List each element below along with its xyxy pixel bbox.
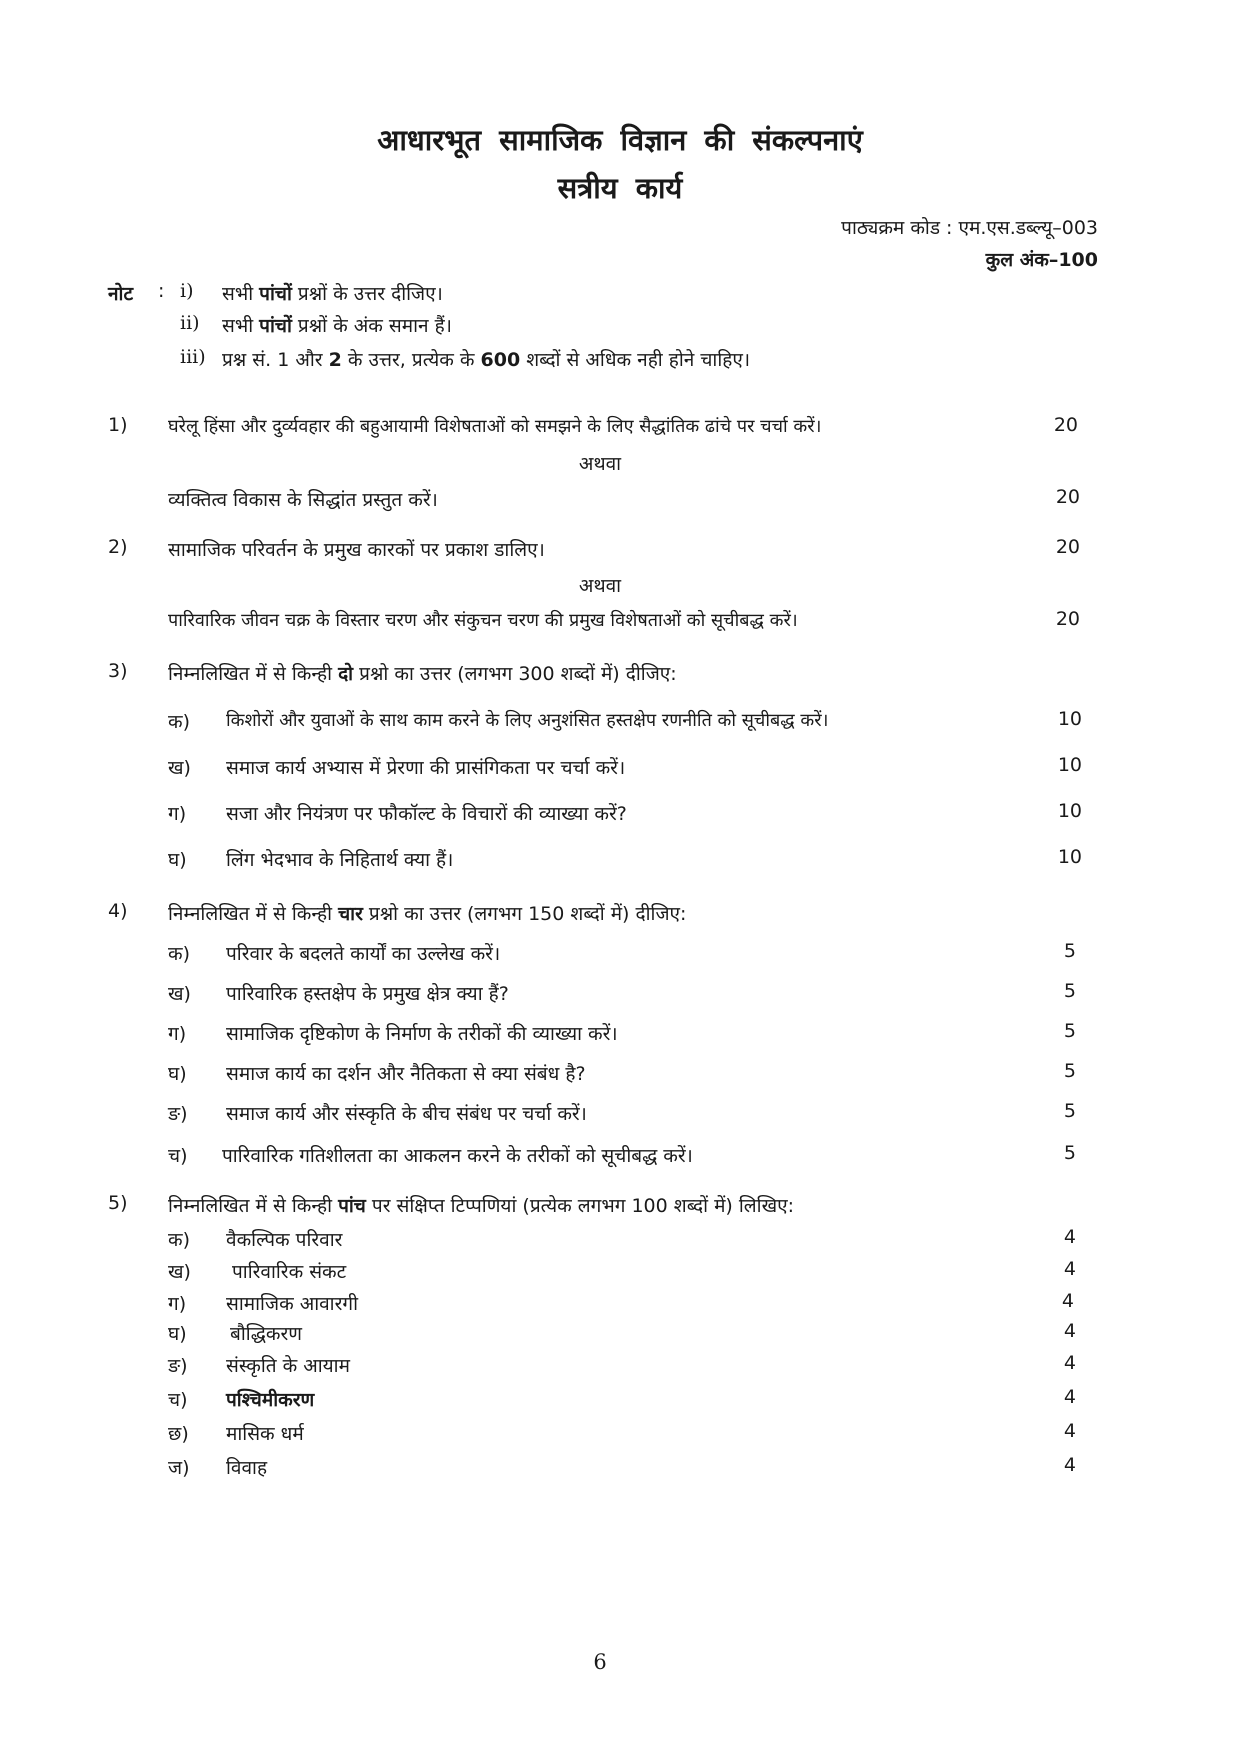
question-text: निम्नलिखित में से किन्ही दो प्रश्नो का उत्तर (लगभग 300 शब्दों में) दीजिए: xyxy=(168,663,677,685)
subquestion-marks: 5 xyxy=(1063,1100,1076,1122)
subquestion-marks: 5 xyxy=(1063,940,1076,962)
subquestion-label: ज) xyxy=(168,1457,190,1479)
subquestion-marks: 4 xyxy=(1063,1258,1076,1280)
question-text: पारिवारिक जीवन चक्र के विस्तार चरण और संकुचन चरण की प्रमुख विशेषताओं को सूचीबद्ध करें। xyxy=(168,610,798,631)
subquestion-text: वैकल्पिक परिवार xyxy=(226,1229,343,1251)
subquestion-text: किशोरों और युवाओं के साथ काम करने के लिए अनुशंसित हस्तक्षेप रणनीति को सूचीबद्ध करें। xyxy=(226,710,829,731)
question-number: 5) xyxy=(108,1192,128,1214)
subquestion-label: च) xyxy=(168,1145,188,1167)
page-number: 6 xyxy=(593,1650,607,1674)
subquestion-label: क) xyxy=(168,1229,191,1251)
subquestion-text: पश्चिमीकरण xyxy=(226,1389,315,1411)
subquestion-label: ख) xyxy=(168,1261,191,1283)
subquestion-label: ग) xyxy=(168,1293,187,1315)
subquestion-marks: 4 xyxy=(1063,1420,1076,1442)
note-item: सभी पांचों प्रश्नों के उत्तर दीजिए। xyxy=(222,283,443,305)
question-text: निम्नलिखित में से किन्ही पांच पर संक्षिप्त टिप्पणियां (प्रत्येक लगभग 100 शब्दों में) लिखिए: xyxy=(168,1195,795,1217)
subquestion-text: सामाजिक आवारगी xyxy=(226,1293,358,1315)
subquestion-label: ङ) xyxy=(168,1103,188,1125)
subquestion-marks: 5 xyxy=(1063,1060,1076,1082)
subquestion-label: घ) xyxy=(168,849,187,871)
subquestion-marks: 4 xyxy=(1061,1290,1074,1312)
subquestion-marks: 5 xyxy=(1063,1020,1076,1042)
subquestion-marks: 10 xyxy=(1057,800,1082,822)
subquestion-text: समाज कार्य का दर्शन और नैतिकता से क्या संबंध है? xyxy=(226,1063,586,1085)
subquestion-label: ग) xyxy=(168,803,187,825)
or-separator: अथवा xyxy=(578,575,622,597)
question-text: सामाजिक परिवर्तन के प्रमुख कारकों पर प्रकाश डालिए। xyxy=(168,539,545,561)
question-text: निम्नलिखित में से किन्ही चार प्रश्नो का उत्तर (लगभग 150 शब्दों में) दीजिए: xyxy=(168,903,687,925)
note-label: नोट xyxy=(108,283,134,305)
subquestion-text: परिवार के बदलते कार्यों का उल्लेख करें। xyxy=(226,943,501,965)
subquestion-text: समाज कार्य और संस्कृति के बीच संबंध पर चर्चा करें। xyxy=(226,1103,587,1125)
question-text: व्यक्तित्व विकास के सिद्धांत प्रस्तुत करें। xyxy=(168,489,438,511)
question-marks: 20 xyxy=(1055,486,1080,508)
subquestion-marks: 4 xyxy=(1063,1386,1076,1408)
course-code: पाठ्यक्रम कोड : एम.एस.डब्ल्यू–003 xyxy=(841,217,1098,239)
subquestion-marks: 10 xyxy=(1057,846,1082,868)
subquestion-label: ख) xyxy=(168,983,191,1005)
subquestion-text: विवाह xyxy=(226,1457,268,1479)
subquestion-text: संस्कृति के आयाम xyxy=(226,1355,350,1377)
question-text: घरेलू हिंसा और दुर्व्यवहार की बहुआयामी विशेषताओं को समझने के लिए सैद्धांतिक ढांचे पर चर्चा करें। xyxy=(168,416,822,437)
question-marks: 20 xyxy=(1053,414,1078,436)
subquestion-marks: 5 xyxy=(1063,1142,1076,1164)
note-item: प्रश्न सं. 1 और 2 के उत्तर, प्रत्येक के 600 शब्दों से अधिक नही होने चाहिए। xyxy=(222,349,751,371)
question-number: 1) xyxy=(108,414,128,436)
question-number: 3) xyxy=(108,660,128,682)
subquestion-label: च) xyxy=(168,1389,188,1411)
question-number: 2) xyxy=(108,536,128,558)
subquestion-text: मासिक धर्म xyxy=(226,1423,304,1445)
subquestion-text: पारिवारिक हस्तक्षेप के प्रमुख क्षेत्र क्या हैं? xyxy=(226,983,509,1005)
note-colon: : xyxy=(158,280,165,302)
subquestion-label: क) xyxy=(168,943,191,965)
note-roman: iii) xyxy=(180,346,206,368)
subquestion-marks: 4 xyxy=(1063,1454,1076,1476)
subquestion-marks: 10 xyxy=(1057,754,1082,776)
subquestion-text: बौद्धिकरण xyxy=(230,1323,302,1345)
subquestion-marks: 4 xyxy=(1063,1320,1076,1342)
subquestion-text: समाज कार्य अभ्यास में प्रेरणा की प्रासंगिकता पर चर्चा करें। xyxy=(226,757,626,779)
subquestion-marks: 10 xyxy=(1057,708,1082,730)
subquestion-label: घ) xyxy=(168,1063,187,1085)
note-roman: ii) xyxy=(180,312,200,334)
question-marks: 20 xyxy=(1055,536,1080,558)
note-item: सभी पांचों प्रश्नों के अंक समान हैं। xyxy=(222,315,452,337)
subquestion-label: छ) xyxy=(168,1423,189,1445)
document-subtitle: सत्रीय कार्य xyxy=(557,171,683,205)
subquestion-marks: 4 xyxy=(1063,1226,1076,1248)
subquestion-text: पारिवारिक संकट xyxy=(232,1261,347,1283)
subquestion-label: घ) xyxy=(168,1323,187,1345)
subquestion-marks: 5 xyxy=(1063,980,1076,1002)
subquestion-text: लिंग भेदभाव के निहितार्थ क्या हैं। xyxy=(226,849,454,871)
or-separator: अथवा xyxy=(578,453,622,475)
note-roman: i) xyxy=(180,280,194,302)
subquestion-text: सजा और नियंत्रण पर फौकॉल्ट के विचारों की व्याख्या करें? xyxy=(226,803,627,825)
question-number: 4) xyxy=(108,900,128,922)
subquestion-label: क) xyxy=(168,711,191,733)
question-marks: 20 xyxy=(1055,608,1080,630)
subquestion-label: ङ) xyxy=(168,1355,188,1377)
subquestion-text: पारिवारिक गतिशीलता का आकलन करने के तरीकों को सूचीबद्ध करें। xyxy=(222,1145,693,1167)
subquestion-label: ग) xyxy=(168,1023,187,1045)
subquestion-marks: 4 xyxy=(1063,1352,1076,1374)
document-title: आधारभूत सामाजिक विज्ञान की संकल्पनाएं xyxy=(377,123,863,157)
total-marks: कुल अंक–100 xyxy=(985,249,1098,271)
subquestion-label: ख) xyxy=(168,757,191,779)
subquestion-text: सामाजिक दृष्टिकोण के निर्माण के तरीकों की व्याख्या करें। xyxy=(226,1023,618,1045)
